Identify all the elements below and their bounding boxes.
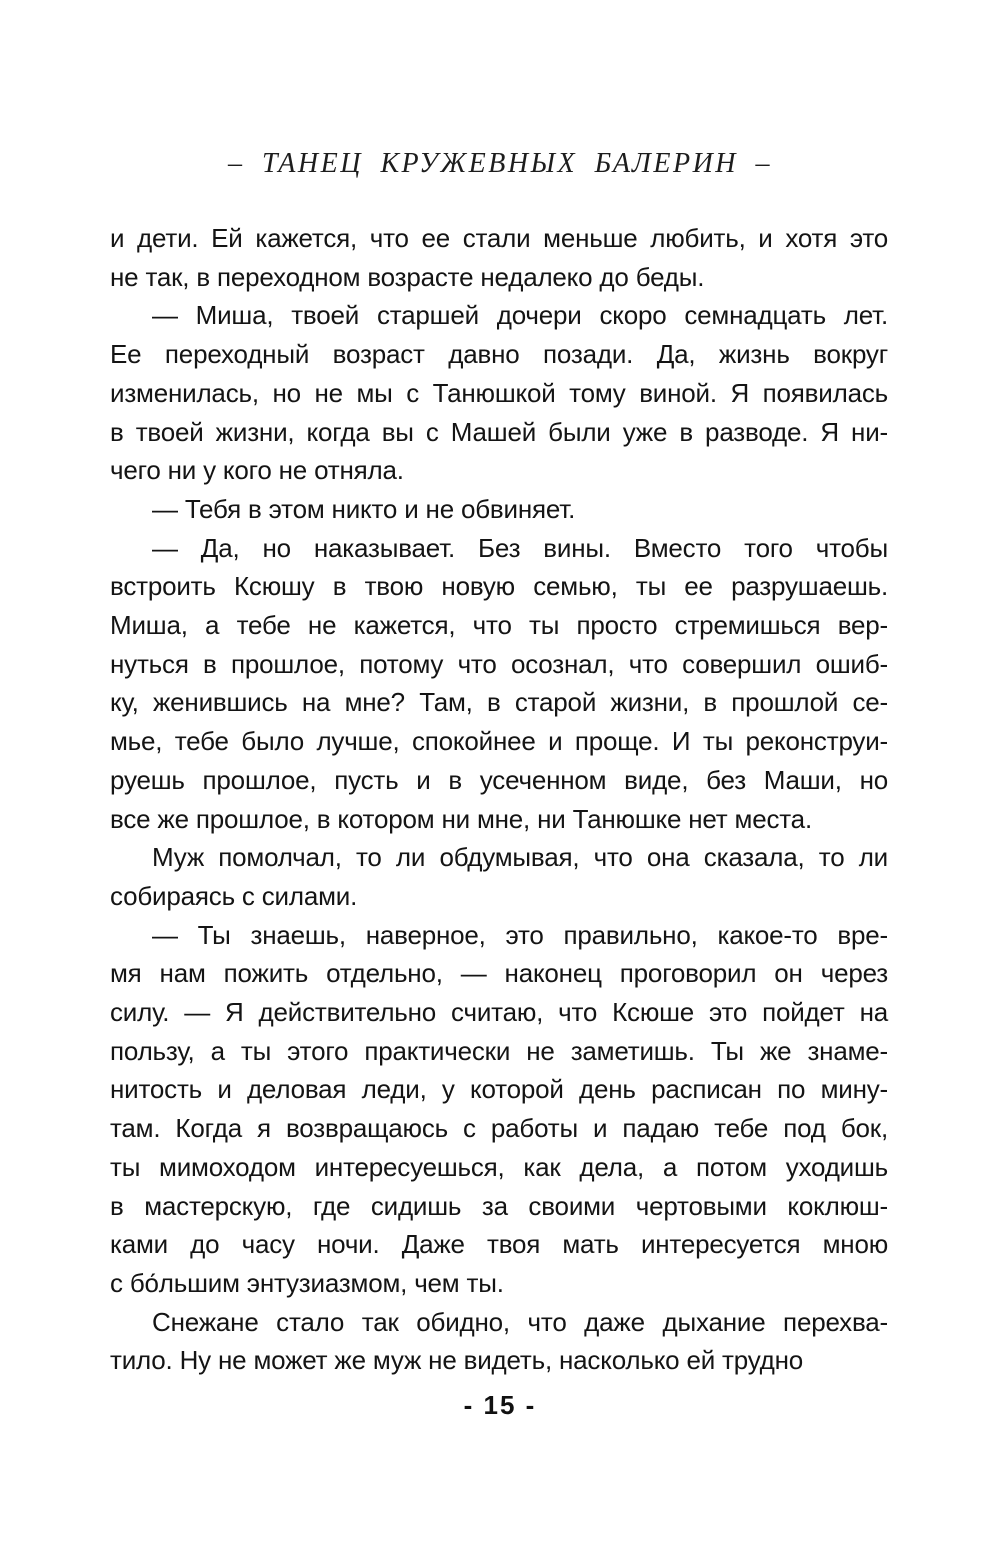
text-line: все же прошлое, в котором ни мне, ни Танюшке нет места.	[110, 803, 812, 834]
text-line: — Миша, твоей старшей дочери скоро семнадцать лет.	[152, 300, 888, 331]
text-line: нитость и деловая леди, у которой день расписан по мину-	[110, 1074, 888, 1105]
text-line: Муж помолчал, то ли обдумывая, что она сказала, то ли	[152, 842, 888, 873]
text-line: — Ты знаешь, наверное, это правильно, какое-то вре-	[152, 919, 888, 950]
text-line: с бо́льшим энтузиазмом, чем ты.	[110, 1267, 504, 1298]
paragraph	[110, 1303, 888, 1380]
text-line: Миша, а тебе не кажется, что ты просто стремишься вер-	[110, 610, 888, 641]
paragraph	[110, 490, 888, 529]
running-head: – ТАНЕЦ КРУЖЕВНЫХ БАЛЕРИН –	[227, 148, 773, 179]
text-line: там. Когда я возвращаюсь с работы и падаю тебе под бок,	[110, 1113, 888, 1144]
text-line: ками до часу ночи. Даже твоя мать интересуется мною	[110, 1229, 888, 1260]
paragraph	[110, 916, 888, 1303]
text-line: руешь прошлое, пусть и в усеченном виде, без Маши, но	[110, 764, 888, 795]
paragraph	[110, 529, 888, 839]
text-line: Ее переходный возраст давно позади. Да, жизнь вокруг	[110, 339, 888, 370]
text-line: — Тебя в этом никто и не обвиняет.	[152, 493, 576, 524]
text-line: не так, в переходном возрасте недалеко до беды.	[110, 261, 705, 292]
text-line: тило. Ну не может же муж не видеть, насколько ей трудно	[110, 1345, 804, 1376]
page-number: - 15 -	[463, 1390, 537, 1420]
paragraph	[110, 838, 888, 915]
text-line: ку, женившись на мне? Там, в старой жизни, в прошлой се-	[110, 687, 888, 718]
text-line: нуться в прошлое, потому что осознал, что совершил ошиб-	[110, 648, 888, 679]
text-line: и дети. Ей кажется, что ее стали меньше любить, и хотя это	[110, 223, 888, 253]
text-line: пользу, а ты этого практически не заметишь. Ты же знаме-	[110, 1035, 888, 1066]
text-line: чего ни у кого не отняла.	[110, 455, 404, 486]
paragraph	[110, 219, 888, 296]
text-line: собираясь с силами.	[110, 880, 358, 911]
text-line: Снежане стало так обидно, что даже дыхание перехва-	[152, 1306, 888, 1337]
text-line: — Да, но наказывает. Без вины. Вместо того чтобы	[152, 532, 888, 563]
body-text	[110, 219, 888, 1380]
text-line: изменилась, но не мы с Танюшкой тому виной. Я появилась	[110, 377, 888, 408]
text-line: силу. — Я действительно считаю, что Ксюше это пойдет на	[110, 997, 888, 1028]
text-line: мье, тебе было лучше, спокойнее и проще. И ты реконструи-	[110, 726, 888, 757]
paragraph	[110, 296, 888, 490]
text-line: в твоей жизни, когда вы с Машей были уже в разводе. Я ни-	[110, 416, 888, 447]
text-line: в мастерскую, где сидишь за своими чертовыми коклюш-	[110, 1190, 888, 1221]
text-line: ты мимоходом интересуешься, как дела, а потом уходишь	[110, 1151, 888, 1182]
text-line: мя нам пожить отдельно, — наконец проговорил он через	[110, 958, 888, 989]
text-line: встроить Ксюшу в твою новую семью, ты ее разрушаешь.	[110, 571, 888, 602]
